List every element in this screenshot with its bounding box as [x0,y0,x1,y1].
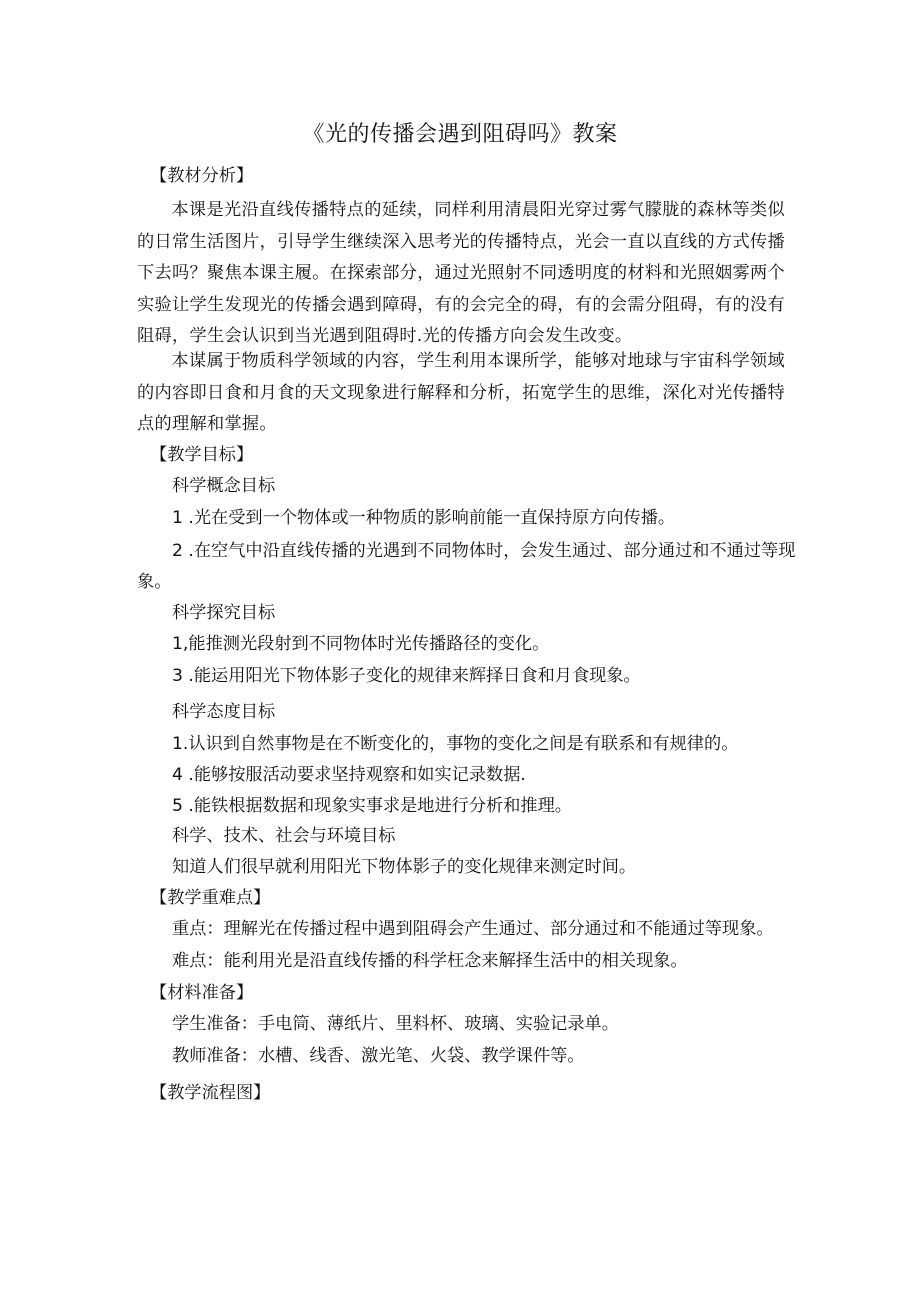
goal-inquiry-item-2: 3 .能运用阳光下物体影子变化的规律来辉择日食和月食现象。 [172,666,641,686]
goal-inquiry-item-1: 1,能推测光段射到不同物体时光传播路径的变化。 [172,634,550,654]
section-heading-keypoints: 【教学重难点】 [150,888,271,908]
goal-attitude-item-3: 5 .能铁根据数据和现象实事求是地进行分析和推理。 [172,796,572,816]
goal-sts-title: 科学、技术、社会与环境目标 [172,826,396,846]
goal-attitude-title: 科学态度目标 [172,702,276,722]
goal-concept-item-1: 1 .光在受到一个物体或一种物质的影响前能一直保持原方向传播。 [172,508,676,528]
document-title: 《光的传播会遇到阻碍吗》教案 [302,122,618,147]
analysis-paragraph-2: 本谋属于物质科学领域的内容，学生利用本课所学，能够对地球与宇宙科学领域的内容即日食和月食的天文现象进行解释和分析，拓宽学生的思维，深化对光传播特点的理解和掌握。 [137,351,785,434]
materials-teacher: 教师准备：水槽、线香、激光笔、火袋、教学课件等。 [172,1046,585,1066]
materials-students: 学生准备：手电筒、薄纸片、里料杯、玻璃、实验记录单。 [172,1014,619,1034]
keypoint-key: 重点：理解光在传播过程中遇到阻碍会产生通过、部分通过和不能通过等现象。 [172,919,774,939]
goal-attitude-item-1: 1.认识到自然事物是在不断变化的，事物的变化之间是有联系和有规律的。 [172,734,739,754]
goal-concept-title: 科学概念目标 [172,476,276,496]
goal-sts-item-1: 知道人们很早就利用阳光下物体影子的变化规律来测定时间。 [172,857,637,877]
section-heading-materials: 【材料准备】 [150,983,254,1003]
goal-attitude-item-2: 4 .能够按服活动要求坚持观察和如实记录数据. [172,765,526,785]
section-heading-analysis: 【教材分析】 [150,166,254,186]
goal-concept-item-2: 2 .在空气中沿直线传播的光遇到不同物体时，会发生通过、部分通过和不通过等现 [172,541,796,561]
section-heading-goals: 【教学目标】 [150,445,254,465]
keypoint-difficult: 难点：能利用光是沿直线传播的科学枉念来解择生活中的相关现象。 [172,951,688,971]
goal-inquiry-title: 科学探究目标 [172,603,276,623]
analysis-paragraph-1: 本课是光沿直线传播特点的延续，同样利用清晨阳光穿过雾气朦胧的森林等类似的日常生活图片，引导学生继续深入思考光的传播特点，光会一直以直线的方式传播下去吗？聚焦本课主履。在探索部分，通过光照射不同透明度的材料和光照姻雾两个实验让学生发现光的传播会遇到障碍，有的会完全的碍，有的会需分阻碍，有的没有阻碍，学生会认识到当光遇到阻碍时.光的传播方向会发生改变。 [137,200,785,346]
section-heading-flow: 【教学流程图】 [150,1083,271,1103]
goal-concept-item-2-continuation: 象。 [137,572,172,592]
